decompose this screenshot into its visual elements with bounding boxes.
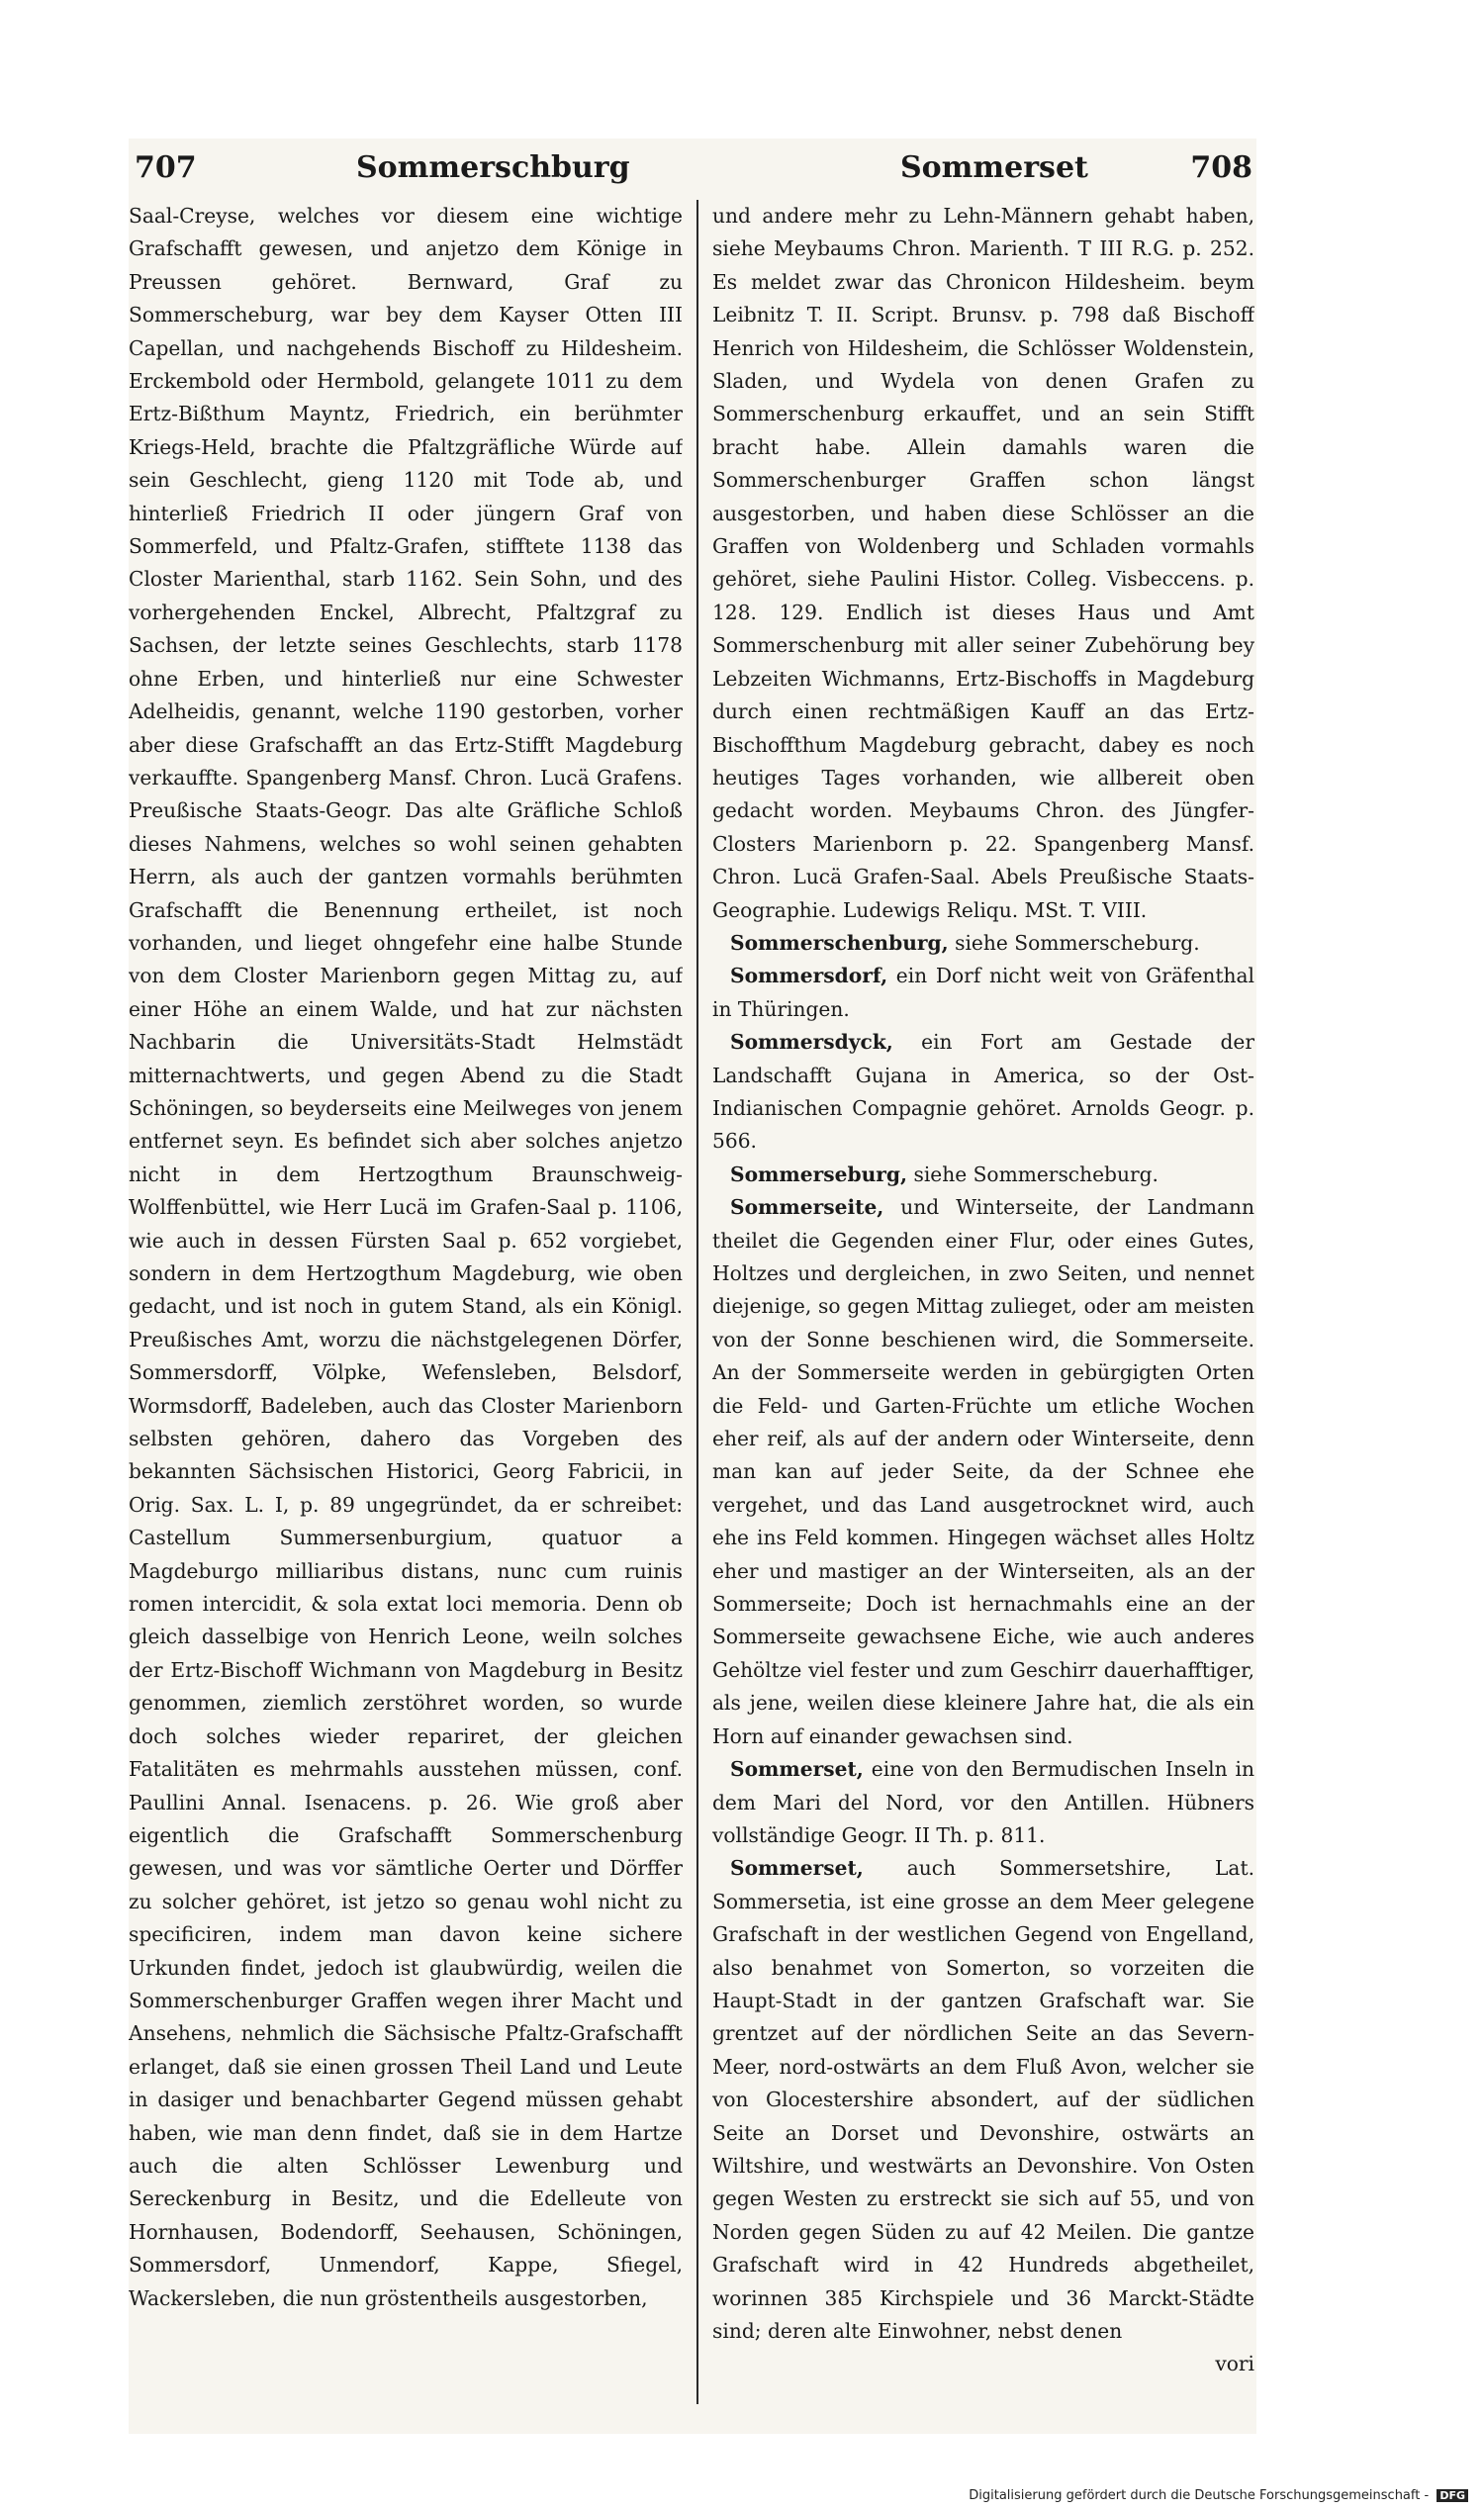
entry-text: und Winterseite, der Landmann theilet die Gegenden einer Flur, oder eines Gutes, Holtzes und dergleichen, in zwo Seiten, und nennet diejenige, so gegen Mittag zulieget, oder am meisten von der Sonne beschienen wird, die Sommerseite. An der Sommerseite werden in gebürgigten Orten die Feld- und Garten-Früchte um etliche Wochen eher reif, als auf der andern oder Winterseite, denn man kan auf jeder Seite, da der Schnee ehe vergehet, und das Land ausgetrocknet wird, auch ehe ins Feld kommen. Hingegen wächset alles Holtz eher und mastiger an der Winterseiten, als an der Sommerseite; Doch ist hernachmahls eine an der Sommerseite gewachsene Eiche, wie auch anderes Gehöltze viel fester und zum Geschirr dauerhafftiger, als jene, weilen diese kleinere Jahre hat, die als ein Horn auf einander gewachsen sind. (712, 1195, 1254, 1748)
left-column (129, 200, 683, 2404)
book-page (129, 139, 1256, 2434)
right-column-intro: und andere mehr zu Lehn-Männern gehabt haben, siehe Meybaums Chron. Marienth. T III R.G. p. 252. Es meldet zwar das Chronicon Hildesheim. beym Leibnitz T. II. Script. Brunsv. p. 798 daß Bischoff Henrich von Hildesheim, die Schlösser Woldenstein, Sladen, und Wydela von denen Grafen zu Sommerschenburg erkauffet, und an sein Stifft bracht habe. Allein damahls waren die Sommerschenburger Graffen schon längst ausgestorben, und haben diese Schlösser an die Graffen von Woldenberg und Schladen vormahls gehöret, siehe Paulini Histor. Colleg. Visbeccens. p. 128. 129. Endlich ist dieses Haus und Amt Sommerschenburg mit aller seiner Zubehörung bey Lebzeiten Wichmanns, Ertz-Bischoffs in Magdeburg durch einen rechtmäßigen Kauff an das Ertz-Bischoffthum Magdeburg gebracht, dabey es noch heutiges Tages vorhanden, wie allbereit oben gedacht worden. Meybaums Chron. des Jüngfer-Closters Marienborn p. 22. Spangenberg Mansf. Chron. Lucä Grafen-Saal. Abels Preußische Staats-Geographie. Ludewigs Reliqu. MSt. T. VIII. (712, 204, 1254, 922)
entry-headword: Sommerseburg, (730, 1162, 908, 1186)
entry-text: auch Sommersetshire, Lat. Sommersetia, ist eine grosse an dem Meer gelegene Grafschaft in der westlichen Gegend von Engelland, also benahmet von Somerton, so vorzeiten die Haupt-Stadt in der gantzen Grafschaft war. Sie grentzet auf der nördlichen Seite an das Severn-Meer, nord-ostwärts an dem Fluß Avon, welcher sie von Glocestershire absondert, auf der südlichen Seite an Dorset und Devonshire, ostwärts an Wiltshire, und westwärts an Devonshire. Von Osten gegen Westen zu erstreckt sie sich auf 55, und von Norden gegen Süden zu auf 42 Meilen. Die gantze Grafschaft wird in 42 Hundreds abgetheilet, worinnen 385 Kirchspiele und 36 Marckt-Städte sind; deren alte Einwohner, nebst denen (712, 1856, 1254, 2343)
entry-sommerseite (712, 1191, 1254, 1753)
running-headword-left: Sommerschburg (356, 150, 630, 185)
entry-text: eine von den Bermudischen Inseln in dem Mari del Nord, vor den Antillen. Hübners vollständige Geogr. II Th. p. 811. (712, 1757, 1254, 1847)
entry-headword: Sommerset, (730, 1856, 864, 1881)
entry-headword: Sommersdorf, (730, 964, 888, 988)
entry-text: siehe Sommerscheburg. (913, 1162, 1159, 1186)
footer-credit: Digitalisierung gefördert durch die Deutsche Forschungsgemeinschaft - (969, 2488, 1430, 2503)
left-column-text: Saal-Creyse, welches vor diesem eine wichtige Grafschafft gewesen, und anjetzo dem Könige in Preussen gehöret. Bernward, Graf zu Sommerscheburg, war bey dem Kayser Otten III Capellan, und nachgehends Bischoff zu Hildesheim. Erckembold oder Hermbold, gelangete 1011 zu dem Ertz-Bißthum Mayntz, Friedrich, ein berühmter Kriegs-Held, brachte die Pfaltzgräfliche Würde auf sein Geschlecht, gieng 1120 mit Tode ab, und hinterließ Friedrich II oder jüngern Graf von Sommerfeld, und Pfaltz-Grafen, stifftete 1138 das Closter Marienthal, starb 1162. Sein Sohn, und des vorhergehenden Enckel, Albrecht, Pfaltzgraf zu Sachsen, der letzte seines Geschlechts, starb 1178 ohne Erben, und hinterließ nur eine Schwester Adelheidis, genannt, welche 1190 gestorben, vorher aber diese Grafschafft an das Ertz-Stifft Magdeburg verkauffte. Spangenberg Mansf. Chron. Lucä Grafens. Preußische Staats-Geogr. Das alte Gräfliche Schloß dieses Nahmens, welches so wohl seinen gehabten Herrn, als auch der gantzen vormahls berühmten Grafschafft die Benennung ertheilet, ist noch vorhanden, und lieget ohngefehr eine halbe Stunde von dem Closter Marienborn gegen Mittag zu, auf einer Höhe an einem Walde, und hat zur nächsten Nachbarin die Universitäts-Stadt Helmstädt mitternachtwerts, und gegen Abend zu die Stadt Schöningen, so beyderseits eine Meilweges von jenem entfernet seyn. Es befindet sich aber solches anjetzo nicht in dem Hertzogthum Braunschweig-Wolffenbüttel, wie Herr Lucä im Grafen-Saal p. 1106, wie auch in dessen Fürsten Saal p. 652 vorgiebet, sondern in dem Hertzogthum Magdeburg, wie oben gedacht, und ist noch in gutem Stand, als ein Königl. Preußisches Amt, worzu die nächstgelegenen Dörfer, Sommersdorff, Völpke, Wefensleben, Belsdorf, Wormsdorff, Badeleben, auch das Closter Marienborn selbsten gehören, dahero das Vorgeben des bekannten Sächsischen Historici, Georg Fabricii, in Orig. Sax. L. I, p. 89 ungegründet, da er schreibet: Castellum Summersenburgium, quatuor a Magdeburgo milliaribus distans, nunc cum ruinis romen intercidit, & sola extat loci memoria. Denn ob gleich dasselbige von Henrich Leone, weiln solches der Ertz-Bischoff Wichmann von Magdeburg in Besitz genommen, ziemlich zerstöhret worden, so wurde doch solches wieder repariret, der gleichen Fatalitäten es mehrmahls ausstehen müssen, conf. Paullini Annal. Isenacens. p. 26. Wie groß aber eigentlich die Grafschafft Sommerschenburg gewesen, und was vor sämtliche Oerter und Dörffer zu solcher gehöret, ist jetzo so genau wohl nicht zu specificiren, indem man davon keine sichere Urkunden findet, jedoch ist glaubwürdig, weilen die Sommerschenburger Graffen wegen ihrer Macht und Ansehens, nehmlich die Sächsische Pfaltz-Grafschafft erlanget, daß sie einen grossen Theil Land und Leute in dasiger und benachbarter Gegend müssen gehabt haben, wie man denn findet, daß sie in dem Hartze auch die alten Schlösser Lewenburg und Sereckenburg in Besitz, und die Edelleute von Hornhausen, Bodendorff, Seehausen, Schöningen, Sommersdorf, Unmendorf, Kappe, Sfiegel, Wackersleben, die nun gröstentheils ausgestorben, (129, 204, 683, 2310)
entry-sommerset-county (712, 1852, 1254, 2348)
entry-sommerschenburg (712, 927, 1254, 960)
page-header (129, 139, 1256, 198)
running-headword-right: Sommerset (900, 150, 1088, 185)
entry-text: ein Dorf nicht weit von Gräfenthal in Thüringen. (712, 964, 1254, 1021)
dfg-logo: DFG (1437, 2489, 1468, 2502)
entry-sommersdyck (712, 1026, 1254, 1159)
entry-headword: Sommerschenburg, (730, 930, 949, 955)
entry-sommerset-island (712, 1753, 1254, 1852)
entry-headword: Sommerseite, (730, 1195, 884, 1220)
column-divider (696, 200, 698, 2404)
right-column (712, 200, 1254, 2404)
page-number-left: 707 (135, 150, 197, 185)
entry-headword: Sommerset, (730, 1757, 864, 1782)
digitization-footer (969, 2488, 1468, 2503)
catchword: vori (1215, 2352, 1254, 2376)
entry-sommersdorf (712, 960, 1254, 1026)
entry-sommerseburg (712, 1159, 1254, 1191)
entry-text: siehe Sommerscheburg. (955, 930, 1200, 955)
entry-headword: Sommersdyck, (730, 1030, 893, 1055)
page-number-right: 708 (1190, 150, 1252, 185)
entry-text: ein Fort am Gestade der Landschafft Gujana in America, so der Ost-Indianischen Compagnie gehöret. Arnolds Geogr. p. 566. (712, 1030, 1254, 1154)
